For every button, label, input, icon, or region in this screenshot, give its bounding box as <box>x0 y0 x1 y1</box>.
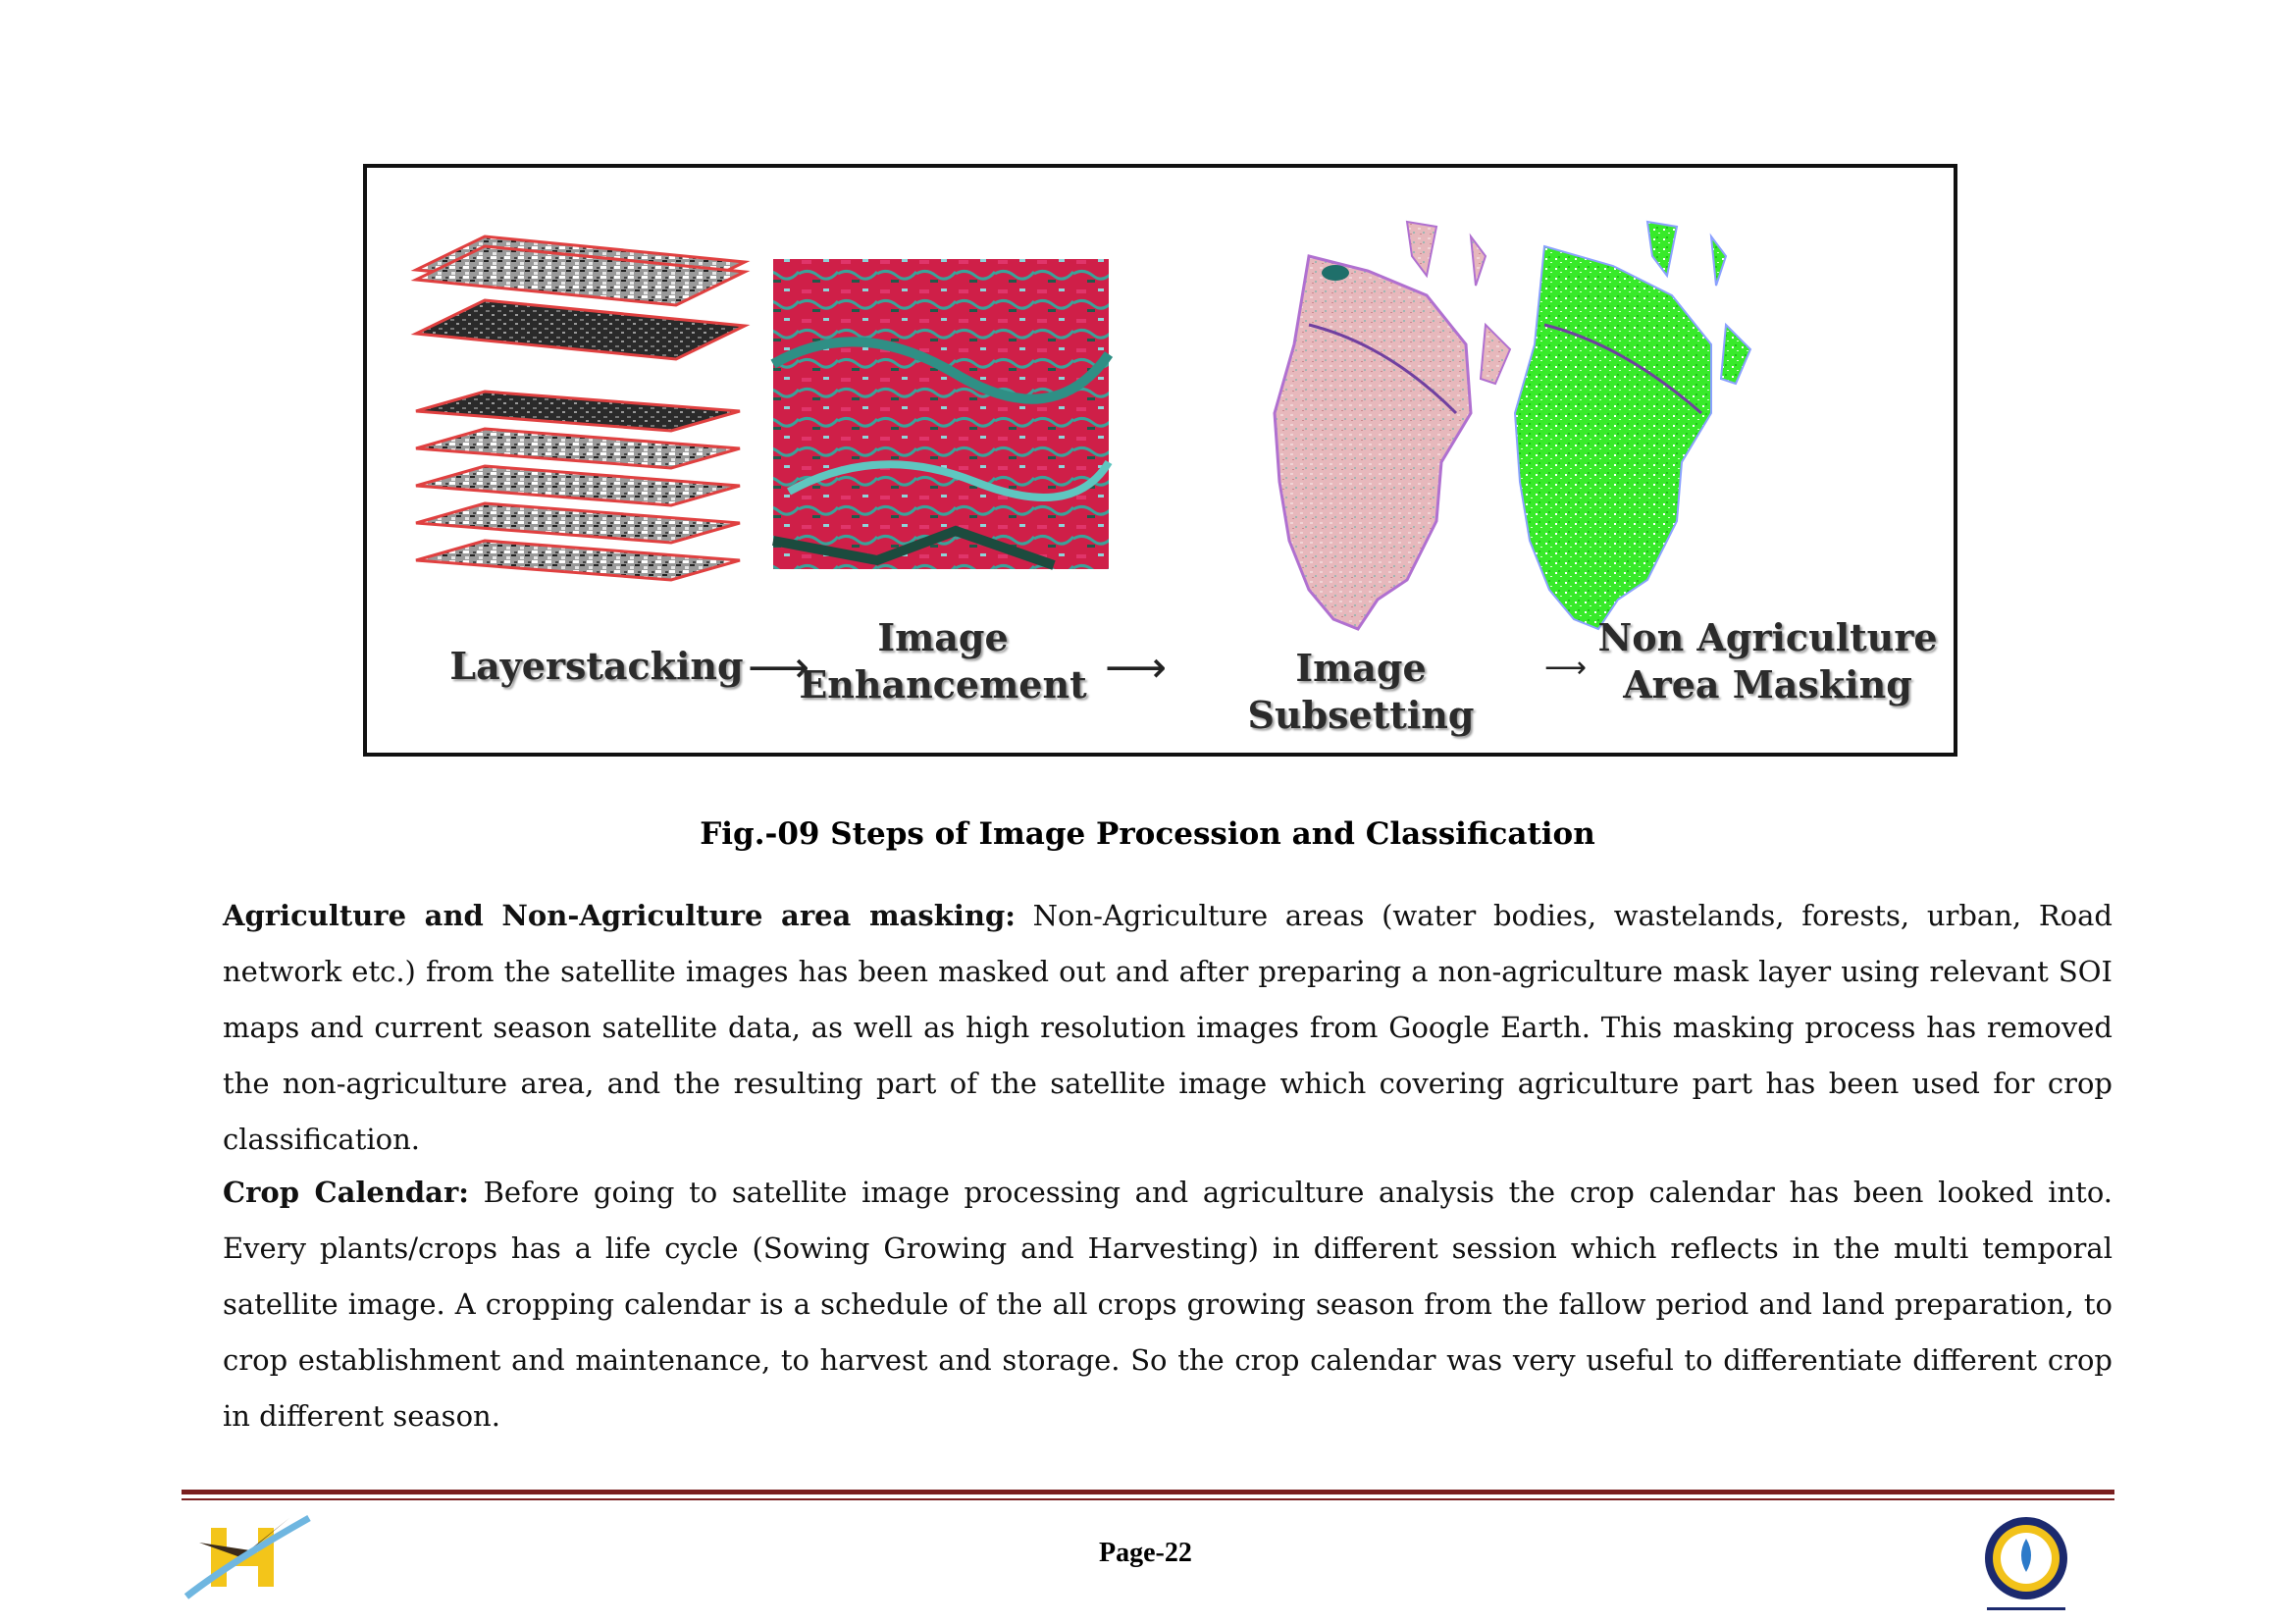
step-label-non-agriculture-masking: Non Agriculture Area Masking <box>1597 615 1938 707</box>
paragraph-body: Non-Agriculture areas (water bodies, wastelands, forests, urban, Road network etc.) from the satellite images has been masked out and after preparing a non-agriculture mask layer using relevant SOI maps and current season satellite data, as well as high resolution images from Google Earth. This masking process has removed the non-agriculture area, and the resulting part of the satellite image which covering agriculture part has been used for crop classification. <box>223 899 2112 1156</box>
step-arrow-1: ⟶ <box>748 643 810 693</box>
masked-image <box>1515 222 1750 629</box>
step-arrow-3: ⟶ <box>1544 651 1588 685</box>
step-label-image-enhancement: Image Enhancement <box>799 615 1087 707</box>
step-label-layerstacking: Layerstacking <box>449 644 744 688</box>
footer-rule-thick <box>182 1490 2114 1494</box>
figure-caption: Fig.-09 Steps of Image Procession and Classification <box>700 816 1595 852</box>
paragraph-heading: Agriculture and Non-Agriculture area masking: <box>223 899 1016 932</box>
footer-rule-thin <box>182 1498 2114 1500</box>
layer-stack-image <box>416 236 745 580</box>
step-arrow-2: ⟶ <box>1105 643 1168 693</box>
government-emblem-right <box>1967 1511 2085 1619</box>
subset-image <box>1275 222 1510 629</box>
page-number: Page-22 <box>1099 1538 1192 1568</box>
paragraph-body: Before going to satellite image processing and agriculture analysis the crop calendar has been looked into. Every plants/crops has a life cycle (Sowing Growing and Harvesting) in different session which reflects in the multi temporal satellite image. A cropping calendar is a schedule of the all crops growing season from the fallow period and land preparation, to crop establishment and maintenance, to harvest and storage. So the crop calendar was very useful to differentiate different crop in different season. <box>223 1176 2112 1433</box>
organization-logo-left <box>182 1513 319 1601</box>
paragraph-masking <box>223 888 2112 1168</box>
step-label-image-subsetting: Image Subsetting <box>1247 646 1475 737</box>
paragraph-heading: Crop Calendar: <box>223 1176 469 1209</box>
enhanced-image <box>773 259 1109 569</box>
figure-panel <box>363 164 1957 757</box>
paragraph-crop-calendar <box>223 1165 2112 1444</box>
